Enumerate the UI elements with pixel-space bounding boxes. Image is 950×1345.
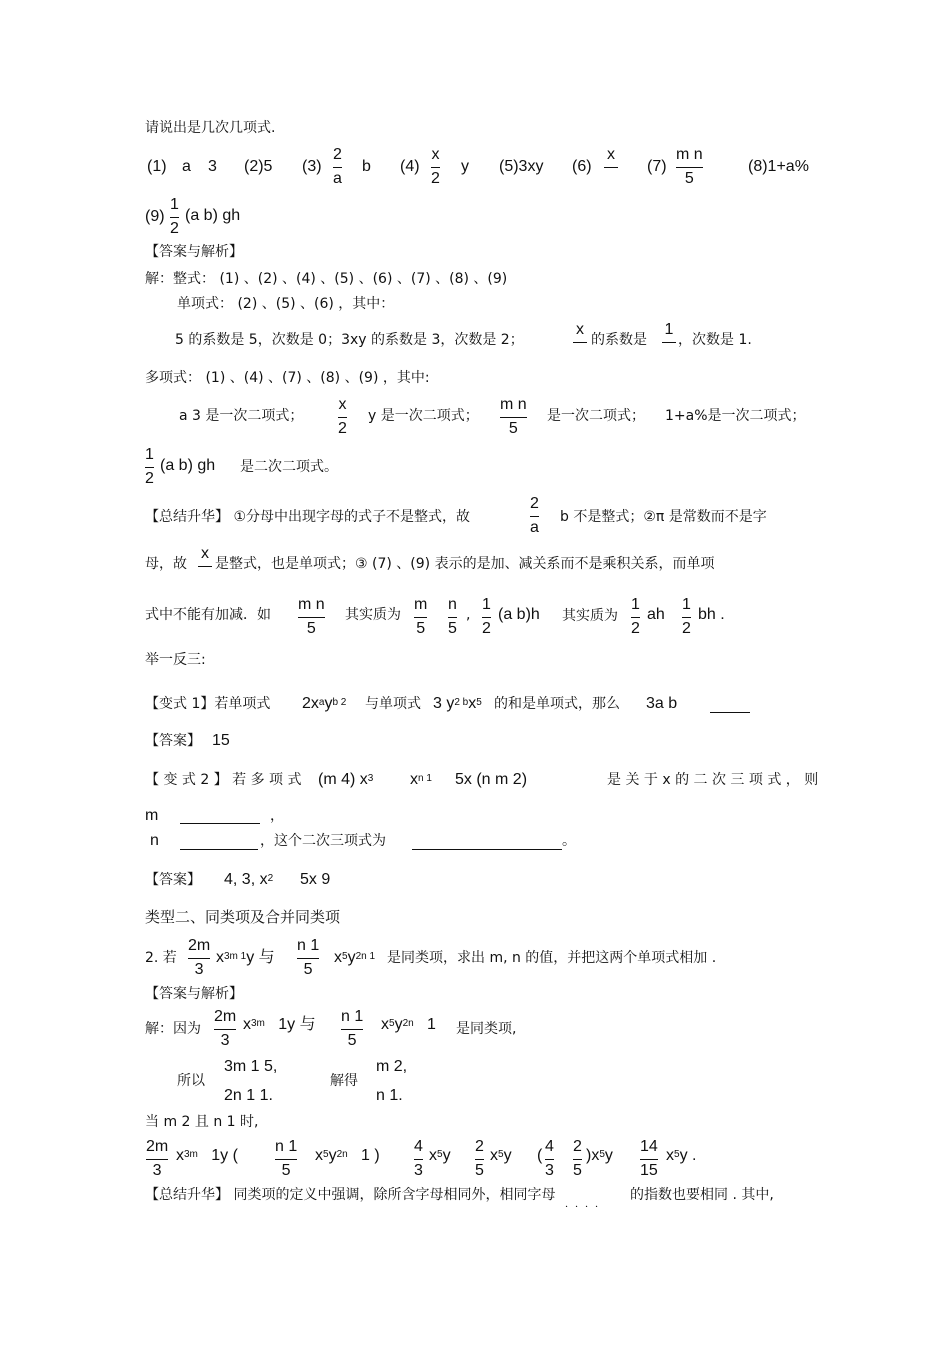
answer2-heading: 【答案与解析】	[145, 986, 243, 1002]
item-6-fraction: x	[604, 146, 618, 170]
item-3-label: (3)	[302, 158, 322, 175]
type2-heading: 类型二、同类项及合并同类项	[145, 908, 341, 926]
variant2-m-blank[interactable]	[180, 822, 260, 824]
variant2-answer-label: 【答案】	[145, 872, 201, 888]
answer2-system-1: 3m 1 5,	[224, 1058, 278, 1075]
summary1-e8: bh .	[698, 606, 725, 623]
summary1-e7-fraction: 1 2	[631, 596, 640, 637]
coefficient-text-b: 的系数是	[591, 332, 647, 348]
item-9-fraction: 1 2	[170, 196, 179, 237]
answer2-jie: 解得	[330, 1073, 358, 1089]
poly-5-fraction: 1 2	[145, 446, 154, 487]
summary1-e6: 其实质为	[562, 608, 618, 624]
eq-term-7: $x^5y$ .	[666, 1147, 697, 1164]
poly-3: 是一次二项式；	[547, 408, 645, 424]
variant2-n-blank[interactable]	[180, 848, 258, 850]
poly-4: 1+a%是一次二项式；	[665, 408, 806, 424]
answer2-so: 所以	[177, 1073, 205, 1089]
q2-d: 是同类项，求出 m, n 的值，并把这两个单项式相加 .	[387, 950, 717, 966]
summary1-c: 母，故	[145, 556, 187, 572]
summary1-x-fraction: x	[198, 545, 212, 569]
item-1-label: (1)	[147, 158, 167, 175]
eq-term-6: )$x^5y$	[586, 1147, 613, 1164]
poly-2: y 是一次二项式；	[368, 408, 479, 424]
item-8: (8)1+a%	[748, 158, 809, 175]
variant2-e: 是 关 于 x 的 二 次 三 项 式 ， 则	[607, 772, 819, 788]
eq-frac-7: 14 15	[640, 1138, 658, 1179]
variant2-f: ，这个二次三项式为	[260, 833, 386, 849]
summary1-e5: (a b)h	[498, 606, 540, 623]
item-6-label: (6)	[572, 158, 592, 175]
poly-2-fraction: x 2	[338, 396, 347, 437]
eq-frac-3: 4 3	[414, 1138, 423, 1179]
summary1-e3-fraction: m 5	[414, 596, 428, 637]
summary1-d: 是整式，也是单项式；③ (7) 、(9) 表示的是加、减关系而不是乘积关系，而单项	[215, 556, 715, 572]
item-3-fraction: 2 a	[333, 146, 342, 187]
q2-a: 2. 若	[145, 950, 177, 966]
variant1-blank[interactable]	[710, 711, 750, 713]
coefficient-x-fraction: x	[573, 321, 587, 345]
poly-1: a 3 是一次二项式；	[179, 408, 304, 424]
eq-term-4: $x^5y$	[490, 1147, 512, 1164]
answer2-result-1: m 2,	[376, 1058, 408, 1075]
variant1-answer: 15	[212, 732, 230, 749]
integers-line: 解：整式： (1) 、(2) 、(4) 、(5) 、(6) 、(7) 、(8) 、(9)	[145, 271, 508, 287]
eq-frac-1: 2m 3	[146, 1138, 169, 1179]
summary1-e: 式中不能有加减．如	[145, 607, 271, 623]
answer2-fraction-2: n 1 5	[341, 1008, 364, 1049]
eq-term-3: $x^5y$	[429, 1147, 451, 1164]
coefficient-text-a: 5 的系数是 5，次数是 0；3xy 的系数是 3，次数是 2；	[175, 332, 524, 348]
item-4-y: y	[461, 158, 469, 175]
eq-term-1: $x^{3m}$ 1y (	[176, 1147, 238, 1164]
variant1-monomial-2: 3 $y^{2 b}x^5$	[433, 695, 482, 712]
variant2-d: 5x (n m 2)	[455, 771, 528, 788]
summary1-b: b 不是整式；②π 是常数而不是字	[560, 509, 767, 525]
summary1-e1-fraction: m n 5	[298, 596, 325, 637]
variant2-c: $x^{n 1}$	[410, 771, 432, 788]
q2-fraction-1: 2m 3	[188, 937, 211, 978]
summary1-e5-fraction: 1 2	[482, 596, 491, 637]
summary1-fraction: 2 a	[530, 495, 539, 536]
eq-paren-open: (	[537, 1147, 543, 1164]
summary1-a: 【总结升华】 ①分母中出现字母的式子不是整式，故	[145, 509, 470, 525]
variant1-monomial-1: $2x^ay^{b 2}$	[302, 695, 347, 712]
variant2-n-label: n	[150, 832, 159, 849]
poly-5-text: 是二次二项式。	[240, 459, 338, 475]
answer2-fraction-1: 2m 3	[214, 1008, 237, 1049]
variant2-g: 。	[562, 833, 576, 849]
analysis-heading: 【答案与解析】	[145, 244, 243, 260]
variant1-a: 【变式 1】若单项式	[145, 696, 271, 712]
answer2-a: 解：因为	[145, 1021, 201, 1037]
answer2-d: 是同类项,	[456, 1021, 517, 1037]
answer2-result-2: n 1.	[376, 1087, 403, 1104]
item-4-label: (4)	[400, 158, 420, 175]
summary2-a: 【总结升华】 同类项的定义中强调，除所含字母相同外，相同字母	[145, 1187, 556, 1203]
variant1-answer-label: 【答案】	[145, 733, 201, 749]
q2-term-1: $x^{3m 1}y$ 与	[216, 949, 275, 966]
summary1-e7: ah	[647, 606, 665, 623]
poly-5-expr: (a b) gh	[160, 457, 216, 474]
variant1-c: 与单项式	[365, 696, 421, 712]
q2-term-2: $x^5y^{2n 1}$	[334, 949, 376, 966]
answer2-system-2: 2n 1 1.	[224, 1087, 273, 1104]
poly-3-fraction: m n 5	[500, 396, 527, 437]
eq-frac-2: n 1 5	[275, 1138, 298, 1179]
item-1-b: 3	[208, 158, 217, 175]
eq-term-2: $x^5y^{2n}$ 1 )	[315, 1147, 380, 1164]
summary2-b: 的指数也要相同 . 其中,	[630, 1187, 774, 1203]
eq-frac-5: 4 3	[545, 1138, 554, 1179]
q2-fraction-2: n 1 5	[297, 937, 320, 978]
answer2-term-1: $x^{3m}$ 1y 与	[243, 1016, 316, 1033]
intro-text: 请说出是几次几项式.	[145, 120, 276, 136]
summary1-e2: 其实质为	[345, 607, 401, 623]
item-1-a: a	[182, 158, 191, 175]
variant2-answer-1: 4, 3, $x^2$	[224, 871, 274, 888]
summary1-comma: ,	[466, 607, 471, 623]
answer2-term-2: $x^5y^{2n}$ 1	[381, 1016, 436, 1033]
eq-frac-4: 2 5	[475, 1138, 484, 1179]
eq-frac-6: 2 5	[573, 1138, 582, 1179]
coefficient-text-c: ，次数是 1.	[678, 332, 752, 348]
variant2-trinomial-blank[interactable]	[412, 848, 562, 850]
monomials-line: 单项式： (2) 、(5) 、(6) ，其中：	[177, 296, 395, 312]
variant2-m-label: m	[145, 807, 159, 824]
variant1-f: 3a b	[646, 695, 678, 712]
item-9-label: (9)	[145, 208, 165, 225]
item-5: (5)3xy	[499, 158, 544, 175]
item-9-rest: (a b) gh	[185, 207, 241, 224]
variant1-e: 的和是单项式，那么	[494, 696, 620, 712]
item-4-fraction: x 2	[431, 146, 440, 187]
juyi-heading: 举一反三:	[145, 652, 206, 668]
polynomials-line: 多项式： (1) 、(4) 、(7) 、(8) 、(9) ，其中:	[145, 370, 430, 386]
variant2-a: 【 变 式 2 】 若 多 项 式	[145, 772, 302, 788]
item-2: (2)5	[244, 158, 273, 175]
item-7-label: (7)	[647, 158, 667, 175]
variant2-comma: ，	[270, 808, 284, 824]
answer2-when: 当 m 2 且 n 1 时,	[145, 1114, 259, 1130]
summary1-e4-fraction: n 5	[448, 596, 457, 637]
item-7-fraction: m n 5	[676, 146, 703, 187]
variant2-answer-2: 5x 9	[300, 871, 331, 888]
item-3-b: b	[362, 158, 371, 175]
variant2-b: (m 4) $x^3$	[318, 771, 374, 788]
summary2-emphasis-dots: ．．．．	[565, 1199, 610, 1210]
summary1-e8-fraction: 1 2	[682, 596, 691, 637]
coefficient-one-fraction: 1	[662, 321, 676, 345]
